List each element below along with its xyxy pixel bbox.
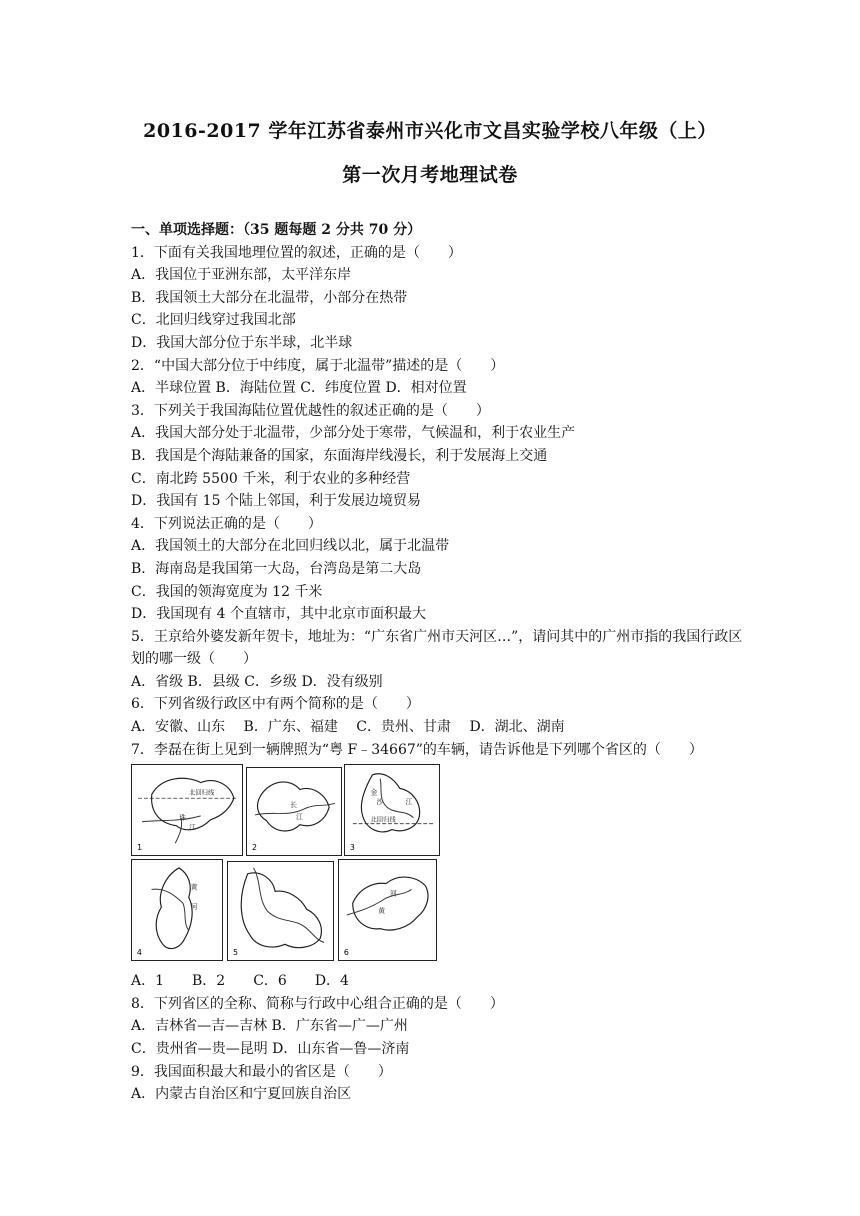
panel-4-number: 4: [136, 948, 142, 958]
question-8-options-cd: C．贵州省—贵—昆明 D．山东省—鲁—济南: [131, 1041, 410, 1058]
exam-title-line-1: 2016-2017 学年江苏省泰州市兴化市文昌实验学校八年级（上）: [143, 120, 717, 142]
question-5-stem: 5．王京给外婆发新年贺卡，地址为：“广东省广州市天河区…”，请问其中的广州市指的我国行政区划的哪一级（ ）: [131, 628, 743, 668]
province-outline-2: [247, 768, 341, 855]
panel-2-label-1: 长: [290, 801, 297, 810]
panel-3-label-1: 金: [370, 788, 378, 797]
question-9-stem: 9．我国面积最大和最小的省区是（ ）: [131, 1063, 392, 1080]
section-heading: 一、单项选择题：（35 题每题 2 分共 70 分）: [131, 222, 422, 238]
map-panel-2: [246, 767, 342, 856]
exam-title-line-2: 第一次月考地理试卷: [342, 164, 518, 186]
question-6-stem: 6．下列省级行政区中有两个简称的是（ ）: [131, 696, 420, 713]
panel-1-number: 1: [137, 843, 143, 853]
question-2-stem: 2．“中国大部分位于中纬度，属于北温带”描述的是（ ）: [131, 357, 505, 374]
question-4-option-b: B．海南岛是我国第一大岛，台湾岛是第二大岛: [131, 560, 422, 577]
province-outline-1: [132, 765, 242, 855]
question-3-option-c: C．南北跨 5500 千米，利于农业的多种经营: [131, 470, 411, 487]
question-4-option-c: C．我国的领海宽度为 12 千米: [131, 583, 323, 600]
map-panel-5: [227, 861, 334, 961]
question-7-stem: 7．李磊在街上见到一辆牌照为“粤 F﹣34667”的车辆，请告诉他是下列哪个省区的（ ）: [131, 741, 703, 758]
panel-6-label-1: 河: [389, 889, 397, 898]
province-outline-4: [132, 860, 222, 960]
panel-4-label-2: 河: [190, 903, 198, 912]
panel-4-label-1: 黄: [190, 883, 198, 892]
question-6-options: A．安徽、山东 B．广东、福建 C．贵州、甘肃 D．湖北、湖南: [131, 719, 565, 736]
question-4-option-d: D．我国现有 4 个直辖市，其中北京市面积最大: [131, 606, 427, 623]
question-2-options: A．半球位置 B．海陆位置 C．纬度位置 D．相对位置: [131, 380, 467, 397]
question-4-option-a: A．我国领土的大部分在北回归线以北，属于北温带: [131, 538, 450, 555]
question-8-options-ab: A．吉林省—吉—吉林 B．广东省—广—广州: [131, 1018, 408, 1035]
map-panel-1: [131, 764, 243, 856]
question-1-option-c: C．北回归线穿过我国北部: [131, 312, 296, 329]
panel-3-label-tropic: 北回归线: [370, 816, 396, 824]
province-outline-6: [339, 860, 436, 960]
question-4-stem: 4．下列说法正确的是（ ）: [131, 515, 322, 532]
question-3-option-a: A．我国大部分处于北温带，少部分处于寒带，气候温和，利于农业生产: [131, 425, 576, 442]
question-7-options: A．1 B．2 C．6 D．4: [131, 973, 349, 990]
map-panel-6: [338, 859, 437, 961]
panel-5-number: 5: [232, 948, 238, 958]
question-1-option-b: B．我国领土大部分在北温带，小部分在热带: [131, 289, 408, 306]
question-3-stem: 3．下列关于我国海陆位置优越性的叙述正确的是（ ）: [131, 402, 490, 419]
question-8-stem: 8．下列省区的全称、简称与行政中心组合正确的是（ ）: [131, 995, 504, 1012]
panel-1-label-2: 江: [188, 823, 196, 832]
exam-content: [131, 219, 751, 1106]
panel-1-label-tropic: 北回归线: [188, 789, 215, 797]
province-outline-3: [345, 765, 439, 855]
map-panel-4: [131, 859, 223, 961]
province-outline-maps: [131, 764, 451, 969]
panel-6-number: 6: [343, 948, 349, 958]
question-1-stem: 1．下面有关我国地理位置的叙述，正确的是（ ）: [131, 244, 462, 261]
question-3-option-d: D．我国有 15 个陆上邻国，利于发展边境贸易: [131, 493, 421, 510]
province-outline-5: [228, 862, 333, 960]
panel-2-number: 2: [251, 843, 257, 853]
panel-3-label-2: 沙: [376, 798, 384, 807]
question-5-options: A．省级 B．县级 C．乡级 D．没有级别: [131, 673, 383, 690]
panel-6-label-2: 黄: [378, 907, 386, 916]
question-3-option-b: B．我国是个海陆兼备的国家，东面海岸线漫长，利于发展海上交通: [131, 447, 548, 464]
map-panel-3: [344, 764, 440, 856]
panel-2-label-2: 江: [295, 813, 303, 822]
panel-3-number: 3: [349, 843, 355, 853]
panel-3-label-3: 江: [405, 798, 413, 807]
panel-1-label-1: 珠: [179, 814, 187, 823]
question-1-option-a: A．我国位于亚洲东部，太平洋东岸: [131, 267, 352, 284]
question-1-option-d: D．我国大部分位于东半球，北半球: [131, 334, 353, 351]
question-9-option-a: A．内蒙古自治区和宁夏回族自治区: [131, 1086, 352, 1103]
